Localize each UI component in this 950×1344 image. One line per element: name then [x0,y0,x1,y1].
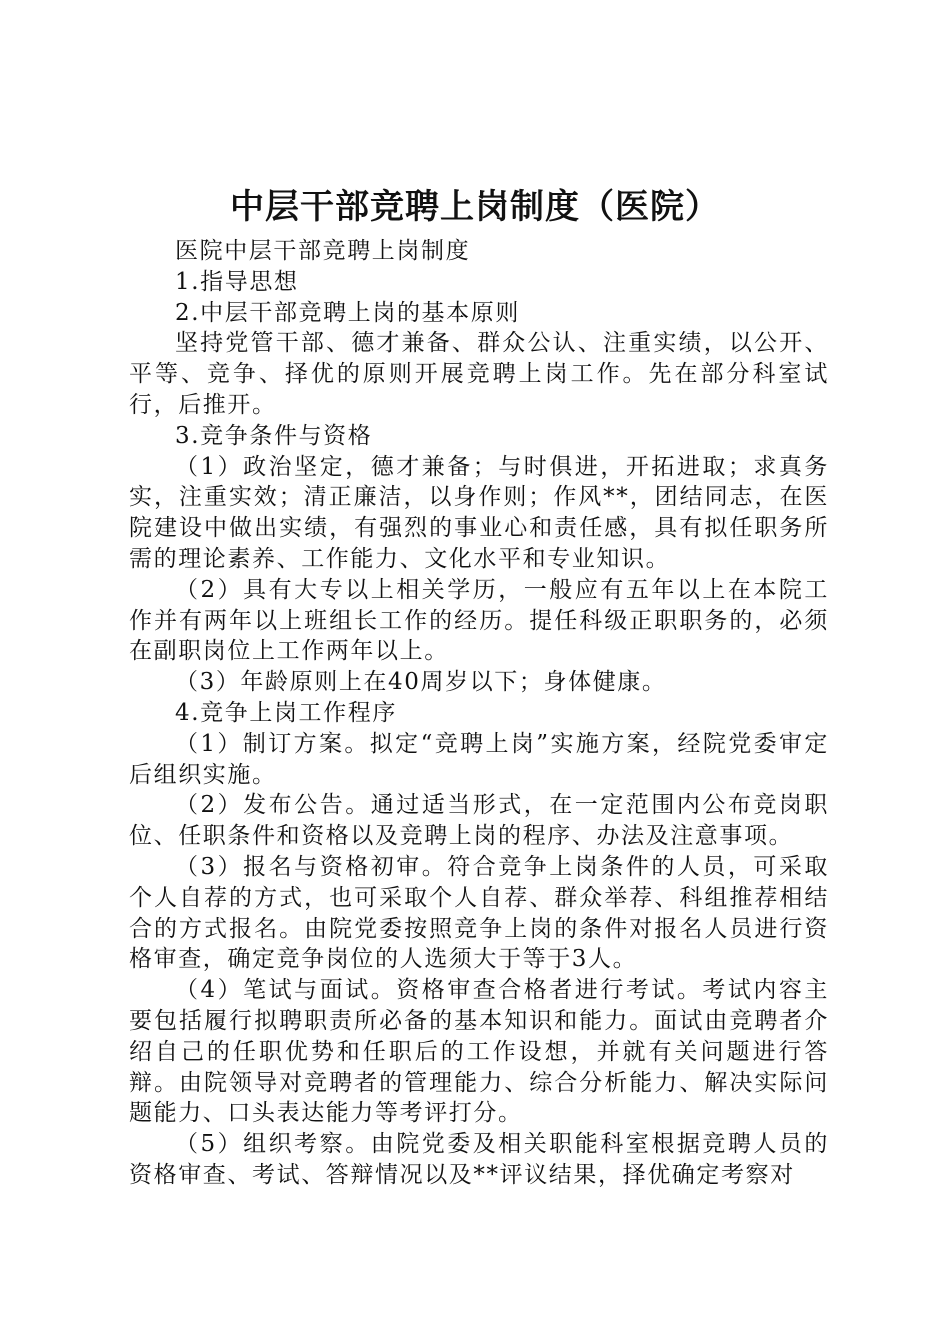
document-title: 中层干部竞聘上岗制度（医院） [230,187,720,227]
paragraph-procedure-2: （2）发布公告。通过适当形式，在一定范围内公布竞岗职位、任职条件和资格以及竞聘上岗的程序、办法及注意事项。 [129,792,829,850]
paragraph-principles: 坚持党管干部、德才兼备、群众公认、注重实绩，以公开、平等、竞争、择优的原则开展竞聘上岗工作。先在部分科室试行，后推开。 [129,330,829,418]
paragraph-procedure-5: （5）组织考察。由院党委及相关职能科室根据竞聘人员的资格审查、考试、答辩情况以及**评议结果，择优确定考察对 [129,1131,829,1188]
paragraph-procedure-1: （1）制订方案。拟定“竞聘上岗”实施方案，经院党委审定后组织实施。 [129,730,829,788]
paragraph-condition-2: （2）具有大专以上相关学历，一般应有五年以上在本院工作并有两年以上班组长工作的经历。提任科级正职职务的，必须在副职岗位上工作两年以上。 [129,576,829,665]
section-heading-3: 3.竞争条件与资格 [175,422,373,449]
paragraph-condition-3: （3）年龄原则上在40周岁以下；身体健康。 [175,669,667,696]
document-body [129,236,829,1191]
paragraph-procedure-3: （3）报名与资格初审。符合竞争上岗条件的人员，可采取个人自荐的方式，也可采取个人自荐、群众举荐、科组推荐相结合的方式报名。由院党委按照竞争上岗的条件对报名人员进行资格审查，确定竞争岗位的人选须大于等于3人。 [129,853,829,973]
paragraph-procedure-4: （4）笔试与面试。资格审查合格者进行考试。考试内容主要包括履行拟聘职责所必备的基本知识和能力。面试由竞聘者介绍自己的任职优势和任职后的工作设想，并就有关问题进行答辩。由院领导对竞聘者的管理能力、综合分析能力、解决实际问题能力、口头表达能力等考评打分。 [129,977,829,1127]
section-heading-1: 1.指导思想 [175,268,299,295]
section-heading-4: 4.竞争上岗工作程序 [175,699,397,726]
section-heading-2: 2.中层干部竞聘上岗的基本原则 [175,299,520,326]
subtitle-paragraph: 医院中层干部竞聘上岗制度 [175,238,471,264]
paragraph-condition-1: （1）政治坚定，德才兼备；与时俱进，开拓进取；求真务实，注重实效；清正廉洁，以身作则；作风**，团结同志，在医院建设中做出实绩，有强烈的事业心和责任感，具有拟任职务所需的理论素养、工作能力、文化水平和专业知识。 [129,453,829,572]
